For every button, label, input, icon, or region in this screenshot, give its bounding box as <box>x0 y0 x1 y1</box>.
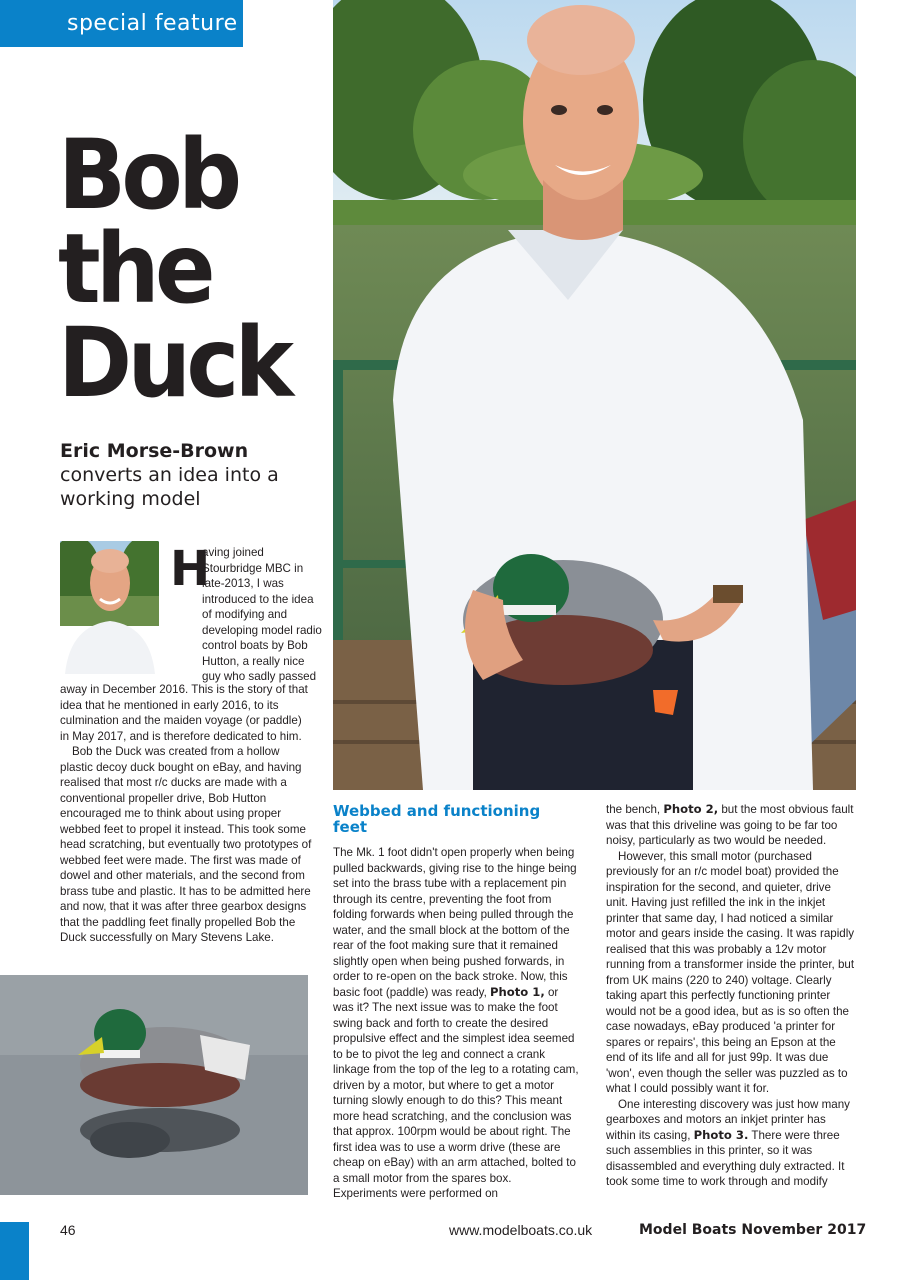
col3-para3-a: One interesting discovery was just how many gearboxes and motors an inkjet printer has within its casing, <box>606 1097 850 1142</box>
footer-magazine-issue: Model Boats November 2017 <box>639 1222 867 1238</box>
article-title <box>58 119 328 419</box>
intro-rest: away in December 2016. This is the story of that idea that he mentioned in early 2016, to its culmination and the maiden voyage (or paddle) in May 2017, and is therefore dedicated to him. <box>60 683 308 743</box>
col1-paragraph-2: Bob the Duck was created from a hollow plastic decoy duck bought on eBay, and having realised that most r/c ducks are made with a conventional propeller drive, Bob Hutton encouraged me to think about using proper webbed feet to propel it instead. This took some head scratching, but eventually two prototypes of webbed feet were made. The first was made of dowel and other materials, and the second from brass tube and plastic. It has to be admitted here and now, that it was after three gearbox designs that the paddling feet finally propelled Bob the Duck successfully on Mary Stevens Lake. <box>60 745 312 944</box>
col3-text-a: the bench, <box>606 803 664 816</box>
footer-accent-bar <box>0 1222 29 1280</box>
title-line-3: Duck <box>58 307 290 419</box>
col3-paragraph-2: However, this small motor (purchased previously for an r/c model boat) provided the inspiration for the second, and quieter, drive unit. Having just refilled the ink in the inkjet printer that same day, I had noticed a similar motor and gears inside the casing. It was rapidly realised that this was probably a 12v motor running from a transformer inside the printer, but from UK mains (220 to 240) voltage. Clearly taking apart this perfectly functioning printer would not be a good idea, but as is so often the case nowadays, eBay produced 'a printer for spares or repairs', this being an Epson at the end of its life and all for just 99p. It was due 'won', even though the seller was puzzled as to what I could possibly want it for. <box>606 849 855 1095</box>
column-2-text <box>333 804 579 1202</box>
photo-ref-2: Photo 2, <box>663 802 719 816</box>
page-number: 46 <box>60 1222 76 1238</box>
col2-text-a: The Mk. 1 foot didn't open properly when being pulled backwards, giving rise to the hinge being set into the brass tube with a replacement pin through its centre, preventing the foot from folding forwards when being pulled through the water, and the small block at the bottom of the rear of the foot making sure that it remained slightly open when being pushed forwards, in order to re-open on the back stroke. Now, this basic foot (paddle) was ready, <box>333 846 577 999</box>
section-tab <box>0 0 243 47</box>
section-tab-label: special feature <box>67 11 238 36</box>
intro-first-lines: aving joined Stourbridge MBC in late-2013, I was introduced to the idea of modifying and developing model radio control boats by Bob Hutton, a really nice guy who sadly passed <box>202 546 322 683</box>
column-3-text <box>606 802 856 1190</box>
author-portrait-photo <box>60 541 159 674</box>
col3-text-b: but the most obvious fault was that this driveline was going to be far too noisy, particularly as two would be needed. <box>606 803 854 847</box>
title-line-2: the <box>58 213 211 325</box>
col2-text-b: or was it? The next issue was to make the foot swing back and forth to create the desired propulsive effect and the simplest idea seemed to be to pivot the leg and connect a crank linkage from the top of the leg to a rotating cam, driven by a motor, but where to get a motor turning slowly enough to do this? This meant more head scratching, and the conclusion was that approx. 100rpm would be about right. The first idea was to use a worm drive (these are cheap on eBay) with an arm attached, bolted to a small motor from the spares box. Experiments were performed on <box>333 985 579 1200</box>
col2-paragraph <box>333 845 579 1202</box>
col3-para3-b: There were three such assemblies in this printer, so it was disassembled and everything duly extracted. It took some time to work through and modify <box>606 1128 845 1188</box>
section-heading: Webbed and functioning feet <box>333 802 541 836</box>
main-photo <box>333 0 856 790</box>
author-name: Eric Morse-Brown <box>60 440 249 462</box>
col3-paragraph-1 <box>606 802 856 849</box>
article-subtitle: converts an idea into a working model <box>60 464 279 510</box>
dropcap: H <box>170 541 211 597</box>
title-line-1: Bob <box>58 119 238 231</box>
column-1-text <box>60 682 312 946</box>
footer-url[interactable]: www.modelboats.co.uk <box>449 1222 593 1238</box>
duck-on-water-photo <box>0 975 308 1195</box>
col3-paragraph-3 <box>606 1097 856 1190</box>
photo-ref-3: Photo 3. <box>693 1127 749 1142</box>
photo-ref-1: Photo 1, <box>490 984 545 999</box>
